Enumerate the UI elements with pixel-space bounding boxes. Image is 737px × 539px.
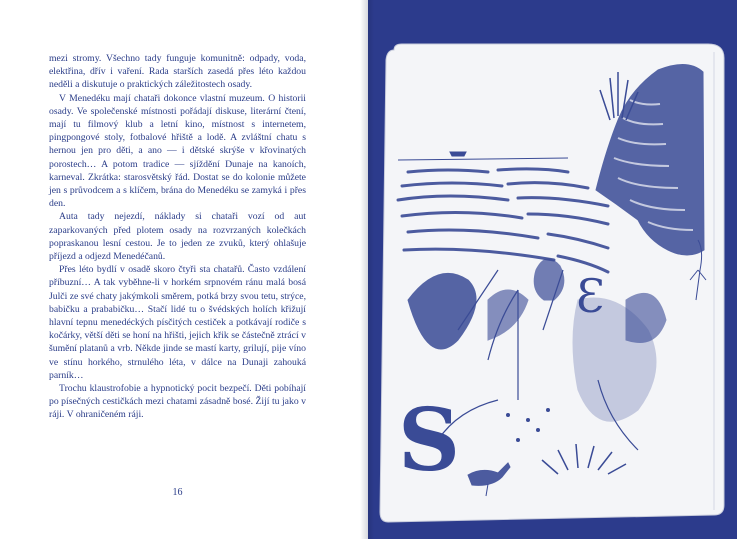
paragraph: mezi stromy. Všechno tady funguje komunitně: odpady, voda, elektřina, dřív i vaření. Rada starších zasedá přes léto každou neděli a diskutuje o praktických záležitostech osady. [49,53,306,91]
decorative-letter: S [398,390,461,491]
left-page [0,0,368,539]
body-text [49,52,306,422]
paragraph: Přes léto bydlí v osadě skoro čtyři sta chatařů. Často vzdálení příbuzní… A tak vyběhne-li v horkém srpnovém ránu malá bosá Julči ze své chaty jakýmkoli směrem, potká brzy svou tetu, strýce, babičku a prababičku… Stačí lidé tu o švédských holích křižují hlavní tepnu menedéckých písčitých cestiček a potkávají rodiče s kočárky, větší děti se honí na hřišti, jejich křik se částečně ztrácí v šumění platanů a vrb. Někde jinde se mastí karty, grilují, pije víno ve stínu horkého, strnulého léta, v dálce na Dunaji zahouká parník… [49,264,306,381]
book-spine [360,0,374,539]
thistle-shape [534,259,564,300]
page-number: 16 [172,487,183,498]
decorative-letter: Ɛ [576,269,605,323]
boat [450,152,466,156]
paragraph: Trochu klaustrofobie a hypnotický pocit bezpečí. Děti pobíhají po písečných cestičkách mezi chatami zásadně bosé. Žijí tu jako v ráji. V ohraničeném ráji. [49,383,306,421]
paragraph: Auta tady nejezdí, náklady si chataři vozí od aut zaparkovaných před plotem osady na rozvrzaných kolečkách popraskanou lesní cestou. Je to jeden ze zvuků, který ohlašuje příjezd a odjezd Menedéčanů. [49,211,306,263]
paragraph: V Menedéku mají chataři dokonce vlastní muzeum. O historii osady. Ve společenské místnosti pořádají diskuse, literární čtení, mají tu filmový klub a letní kino, místnost s internetem, pingpongové stoly, fotbalové hřiště a lodě. A zvláštní chatu s hernou jen pro děti, a ano — i dětské skrýše v křovinatých porostech… A potom tradice — sjíždění Dunaje na kanoích, karneval. Zkrátka: starosvětský řád. Dostat se do kolonie můžete jen s průvodcem a s klíčem, brána do Menedéku se zamyká i přes den. [49,92,306,210]
sketchbook-illustration [368,0,737,539]
